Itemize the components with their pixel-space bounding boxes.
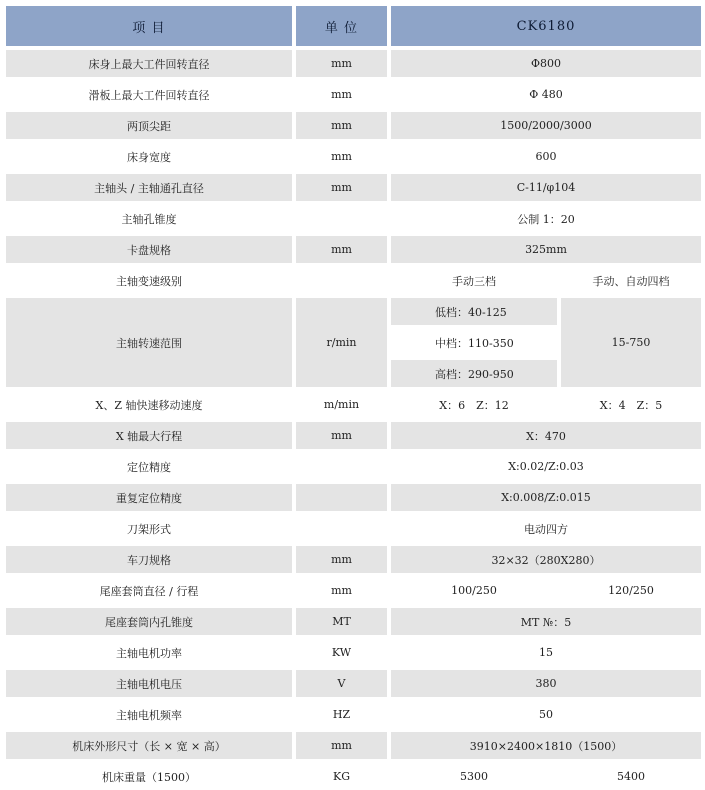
row-name: 主轴电机功率 (6, 639, 292, 666)
row-name: 尾座套筒内孔锥度 (6, 608, 292, 635)
header-model: CK6180 (391, 6, 701, 46)
row-value-a: 100/250 (391, 577, 557, 604)
row-name: 床身宽度 (6, 143, 292, 170)
row-name: 床身上最大工件回转直径 (6, 50, 292, 77)
row-value: Φ800 (391, 50, 701, 77)
row-unit: V (296, 670, 387, 697)
row-name: 主轴电机频率 (6, 701, 292, 728)
row-value: 15 (391, 639, 701, 666)
row-unit (296, 453, 387, 480)
row-value: 3910×2400×1810（1500） (391, 732, 701, 759)
row-value: 325mm (391, 236, 701, 263)
row-name: 机床外形尺寸（长 × 宽 × 高） (6, 732, 292, 759)
speed-high: 高档：290-950 (391, 360, 557, 387)
row-name: 主轴孔锥度 (6, 205, 292, 232)
row-unit (296, 515, 387, 542)
row-name: 两顶尖距 (6, 112, 292, 139)
row-unit: MT (296, 608, 387, 635)
row-name: 滑板上最大工件回转直径 (6, 81, 292, 108)
row-name: 主轴转速范围 (6, 298, 292, 387)
row-name: X、Z 轴快速移动速度 (6, 391, 292, 418)
row-name: 主轴头 / 主轴通孔直径 (6, 174, 292, 201)
row-value: 380 (391, 670, 701, 697)
row-unit: mm (296, 732, 387, 759)
row-unit (296, 267, 387, 294)
row-value-b: X：4 Z：5 (561, 391, 701, 418)
row-name: 主轴变速级别 (6, 267, 292, 294)
spec-table (6, 6, 695, 784)
row-unit: r/min (296, 298, 387, 387)
row-value: MT №：5 (391, 608, 701, 635)
row-name: 重复定位精度 (6, 484, 292, 511)
row-unit: m/min (296, 391, 387, 418)
row-name: 车刀规格 (6, 546, 292, 573)
header-unit: 单 位 (296, 6, 387, 46)
row-value: 公制 1：20 (391, 205, 701, 232)
row-value-b: 15-750 (561, 298, 701, 387)
row-value: C-11/φ104 (391, 174, 701, 201)
row-value: 电动四方 (391, 515, 701, 542)
row-unit (296, 484, 387, 511)
row-unit: HZ (296, 701, 387, 728)
speed-mid: 中档：110-350 (391, 329, 557, 356)
row-unit (296, 205, 387, 232)
row-value-a: 5300 (391, 763, 557, 790)
row-value: X:0.02/Z:0.03 (391, 453, 701, 480)
row-value-b: 手动、自动四档 (561, 267, 701, 294)
row-name: 机床重量（1500） (6, 763, 292, 790)
row-value: 600 (391, 143, 701, 170)
row-value: 50 (391, 701, 701, 728)
row-unit: KW (296, 639, 387, 666)
row-unit: mm (296, 174, 387, 201)
row-value: 32×32（280X280） (391, 546, 701, 573)
row-value: X:0.008/Z:0.015 (391, 484, 701, 511)
row-value: 1500/2000/3000 (391, 112, 701, 139)
row-unit: mm (296, 81, 387, 108)
row-unit: mm (296, 577, 387, 604)
row-unit: mm (296, 50, 387, 77)
row-value-a: X：6 Z：12 (391, 391, 557, 418)
row-unit: mm (296, 422, 387, 449)
row-unit: mm (296, 236, 387, 263)
row-value-a: 手动三档 (391, 267, 557, 294)
row-name: X 轴最大行程 (6, 422, 292, 449)
row-name: 卡盘规格 (6, 236, 292, 263)
row-value: X：470 (391, 422, 701, 449)
row-value-b: 120/250 (561, 577, 701, 604)
row-name: 定位精度 (6, 453, 292, 480)
row-unit: mm (296, 112, 387, 139)
row-unit: mm (296, 143, 387, 170)
header-item: 项 目 (6, 6, 292, 46)
row-unit: mm (296, 546, 387, 573)
row-value-b: 5400 (561, 763, 701, 790)
row-name: 尾座套筒直径 / 行程 (6, 577, 292, 604)
speed-low: 低档：40-125 (391, 298, 557, 325)
row-unit: KG (296, 763, 387, 790)
row-name: 刀架形式 (6, 515, 292, 542)
row-name: 主轴电机电压 (6, 670, 292, 697)
row-value: Φ 480 (391, 81, 701, 108)
